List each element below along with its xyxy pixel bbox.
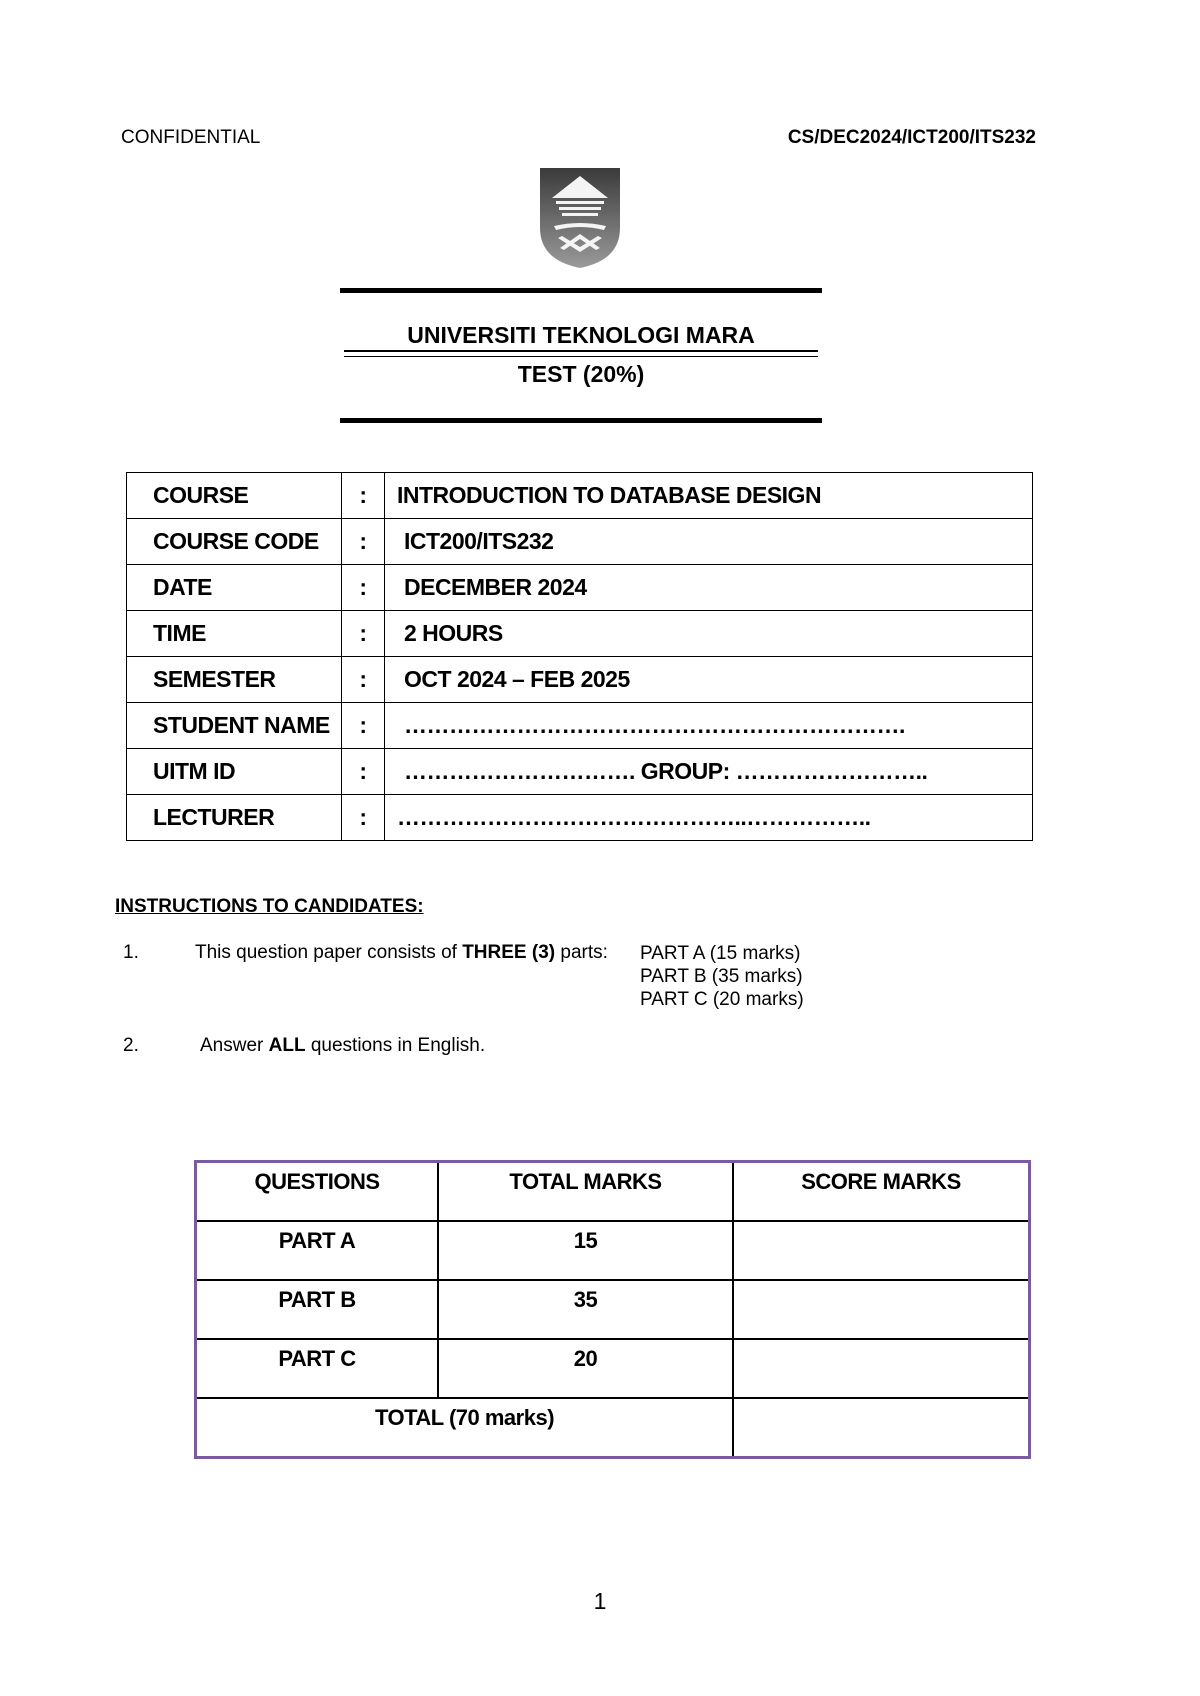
total-marks-cell: 15 <box>438 1221 733 1280</box>
table-row <box>196 1162 1030 1222</box>
info-key: DATE <box>127 565 342 611</box>
table-row <box>127 519 1033 565</box>
table-row <box>127 473 1033 519</box>
info-separator: : <box>342 473 385 519</box>
question-cell: PART B <box>196 1280 439 1339</box>
table-row <box>196 1280 1030 1339</box>
total-score-cell <box>733 1398 1030 1458</box>
info-value: INTRODUCTION TO DATABASE DESIGN <box>385 473 1033 519</box>
university-logo-icon <box>538 168 622 268</box>
info-separator: : <box>342 795 385 841</box>
table-row <box>127 565 1033 611</box>
instruction-text: This question paper consists of <box>195 942 463 963</box>
double-rule-bottom <box>344 356 818 357</box>
info-separator: : <box>342 565 385 611</box>
info-separator: : <box>342 703 385 749</box>
uitm-id-group-field: …………………………. GROUP: …………………….. <box>385 749 1033 795</box>
table-header: SCORE MARKS <box>733 1162 1030 1222</box>
info-key: STUDENT NAME <box>127 703 342 749</box>
info-value: OCT 2024 – FEB 2025 <box>385 657 1033 703</box>
info-key: LECTURER <box>127 795 342 841</box>
table-header: TOTAL MARKS <box>438 1162 733 1222</box>
instruction-text: Answer <box>200 1035 269 1056</box>
bottom-rule <box>340 418 822 423</box>
info-key: SEMESTER <box>127 657 342 703</box>
top-rule <box>340 288 822 293</box>
list-item: PART A (15 marks) <box>640 943 801 964</box>
double-rule-top <box>344 350 818 352</box>
instruction-emphasis: THREE (3) <box>462 942 556 963</box>
table-row <box>127 749 1033 795</box>
instruction-2-text <box>200 1035 485 1057</box>
instruction-1-text <box>195 942 608 964</box>
info-separator: : <box>342 657 385 703</box>
instruction-text: parts: <box>555 942 608 963</box>
table-row <box>196 1221 1030 1280</box>
lecturer-field: ………………………………………..…………….. <box>385 795 1033 841</box>
info-value: DECEMBER 2024 <box>385 565 1033 611</box>
marks-table <box>194 1160 1031 1459</box>
table-row <box>127 703 1033 749</box>
info-separator: : <box>342 611 385 657</box>
student-name-field: …………………………………………………………. <box>385 703 1033 749</box>
total-marks-cell: 35 <box>438 1280 733 1339</box>
table-header: QUESTIONS <box>196 1162 439 1222</box>
confidential-label: CONFIDENTIAL <box>121 127 261 148</box>
score-marks-cell <box>733 1280 1030 1339</box>
instruction-number: 2. <box>123 1035 139 1056</box>
table-row <box>127 611 1033 657</box>
list-item: PART B (35 marks) <box>640 966 803 987</box>
table-row <box>196 1339 1030 1398</box>
info-key: UITM ID <box>127 749 342 795</box>
parts-list <box>640 942 804 1011</box>
info-key: COURSE <box>127 473 342 519</box>
score-marks-cell <box>733 1339 1030 1398</box>
question-cell: PART A <box>196 1221 439 1280</box>
table-row <box>196 1398 1030 1458</box>
info-separator: : <box>342 749 385 795</box>
instruction-text: questions in English. <box>305 1035 486 1056</box>
page-number: 1 <box>593 1588 607 1614</box>
test-title: TEST (20%) <box>517 361 645 387</box>
info-value: ICT200/ITS232 <box>385 519 1033 565</box>
list-item: PART C (20 marks) <box>640 989 804 1010</box>
info-key: TIME <box>127 611 342 657</box>
question-cell: PART C <box>196 1339 439 1398</box>
total-marks-cell: 20 <box>438 1339 733 1398</box>
score-marks-cell <box>733 1221 1030 1280</box>
university-name: UNIVERSITI TEKNOLOGI MARA <box>407 322 755 348</box>
info-separator: : <box>342 519 385 565</box>
table-row <box>127 795 1033 841</box>
total-label-cell: TOTAL (70 marks) <box>196 1398 734 1458</box>
paper-code: CS/DEC2024/ICT200/ITS232 <box>787 127 1036 148</box>
instruction-number: 1. <box>123 942 139 963</box>
course-info-table <box>126 472 1033 841</box>
instructions-title: INSTRUCTIONS TO CANDIDATES: <box>115 896 424 917</box>
table-row <box>127 657 1033 703</box>
info-key: COURSE CODE <box>127 519 342 565</box>
info-value: 2 HOURS <box>385 611 1033 657</box>
instruction-emphasis: ALL <box>268 1035 306 1056</box>
